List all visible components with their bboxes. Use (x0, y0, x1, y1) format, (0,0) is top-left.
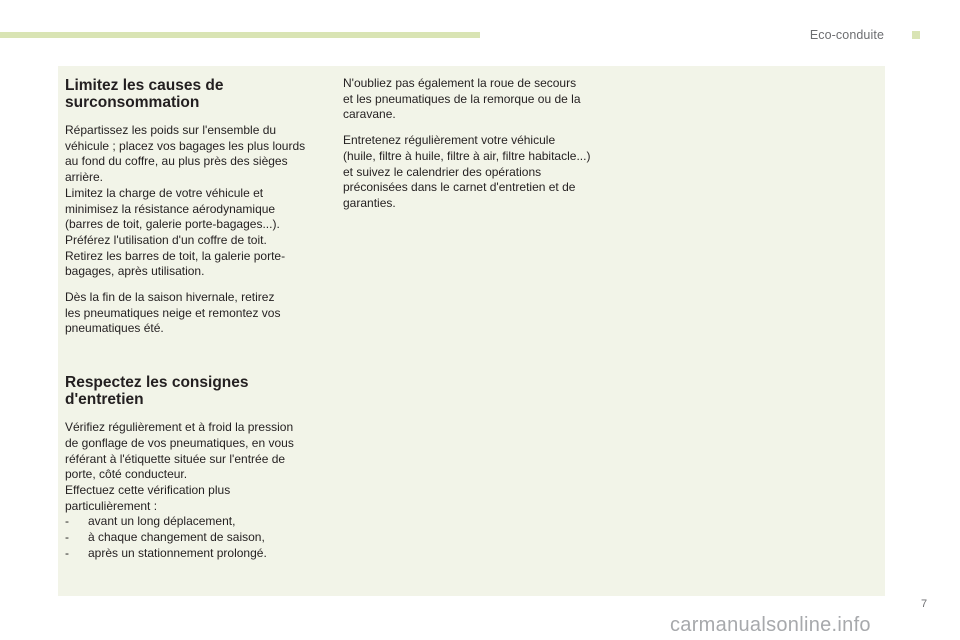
list-item (65, 530, 310, 546)
paragraph-tyres-winter: Dès la fin de la saison hivernale, retirez les pneumatiques neige et remontez vos pneumatiques été. (65, 290, 281, 336)
section-title: Eco-conduite (809, 28, 884, 42)
list-item (65, 514, 310, 530)
paragraph-spare-wheel: N'oubliez pas également la roue de secours et les pneumatiques de la remorque ou de la caravane. (343, 76, 581, 122)
bullet-dash: - (65, 514, 69, 529)
bullet-dash: - (65, 530, 69, 545)
bullet-dash: - (65, 545, 69, 560)
list-item-text: après un stationnement prolongé. (88, 545, 267, 560)
left-column (65, 76, 310, 561)
page-number: 7 (921, 598, 928, 610)
paragraph-servicing: Entretenez régulièrement votre véhicule (huile, filtre à huile, filtre à air, filtre habitacle...) et suivez le calendrier des opérations préconisées dans le carnet d'entretien et de garanties. (343, 133, 591, 210)
list-item (65, 546, 310, 562)
section-marker (912, 31, 920, 39)
list-item-text: à chaque changement de saison, (88, 530, 265, 545)
watermark: carmanualsonline.info (670, 614, 871, 636)
header-accent-bar (0, 32, 480, 38)
paragraph-load: Répartissez les poids sur l'ensemble du véhicule ; placez vos bagages les plus lourds au fond du coffre, au plus près des sièges arrière. Limitez la charge de votre véhicule et minimisez la résistance aérodynamique (barres de toit, galerie porte-bagages...). Préférez l'utilisation d'un coffre de toit. Retirez les barres de toit, la galerie porte- bagages, après utilisation. (65, 123, 306, 279)
list-item-text: avant un long déplacement, (88, 514, 236, 529)
right-column (343, 76, 608, 212)
paragraph-tyre-pressure: Vérifiez régulièrement et à froid la pression de gonflage de vos pneumatiques, en vous référant à l'étiquette située sur l'entrée de porte, côté conducteur. Effectuez cette vérification plus particulièrement : (65, 420, 294, 513)
check-occasions-list (65, 514, 310, 561)
section-heading-maintenance: Respectez les consignes d'entretien (65, 374, 249, 408)
section-heading-consumption: Limitez les causes de surconsommation (65, 77, 224, 111)
